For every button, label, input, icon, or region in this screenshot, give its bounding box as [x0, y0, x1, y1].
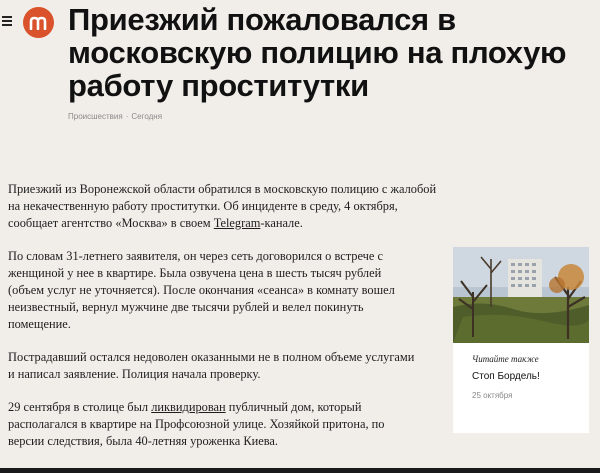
category-link[interactable]: Происшествия [68, 112, 123, 121]
menu-icon[interactable] [2, 16, 12, 25]
publish-date: Сегодня [131, 112, 163, 121]
logo[interactable] [23, 7, 54, 38]
related-article-card[interactable] [453, 247, 589, 433]
related-article-image [453, 247, 589, 343]
m-logo-icon [29, 16, 49, 30]
article-paragraph-2: По словам 31-летнего заявителя, он через сеть договорился о встрече с женщиной у нее в квартире. Была озвучена цена в шесть тысяч рублей (объем услуг не уточняется). После окончания «сеанса» в комнату вошел неизвестный, вернул мужчине две тысячи рублей и велел покинуть помещение. [8, 249, 395, 331]
related-date: 25 октября [472, 391, 513, 400]
article-paragraph-3: Пострадавший остался недоволен оказанными не в полном объеме услугами и написал заявление. Полиция начала проверку. [8, 350, 415, 381]
paragraph-text: -канале. [260, 216, 303, 230]
article-paragraph-1 [8, 181, 448, 232]
paragraph-text: публичный дом, который располагался в квартире на Профсоюзной улице. Хозяйкой притона, по версии следствия, была 40-летняя уроженка Киева. [8, 400, 385, 448]
related-title[interactable]: Стоп Бордель! [472, 371, 540, 382]
telegram-link[interactable]: Telegram [213, 216, 261, 230]
article-paragraph-4 [8, 399, 418, 450]
related-kicker: Читайте также [472, 354, 539, 364]
liquidated-link[interactable]: ликвидирован [151, 400, 226, 414]
paragraph-text: Приезжий из Воронежской области обратился в московскую полицию с жалобой на некачественную работу проститутки. Об инциденте в среду, 4 октября, сообщает агентство «Москва» в своем [8, 182, 437, 230]
page-title: Приезжий пожаловался в московскую полицию на плохую работу проститутки [68, 2, 567, 103]
article-meta [68, 112, 162, 121]
paragraph-text: 29 сентября в столице был [8, 400, 152, 414]
bottom-bar [0, 468, 600, 473]
meta-separator: · [125, 112, 129, 121]
